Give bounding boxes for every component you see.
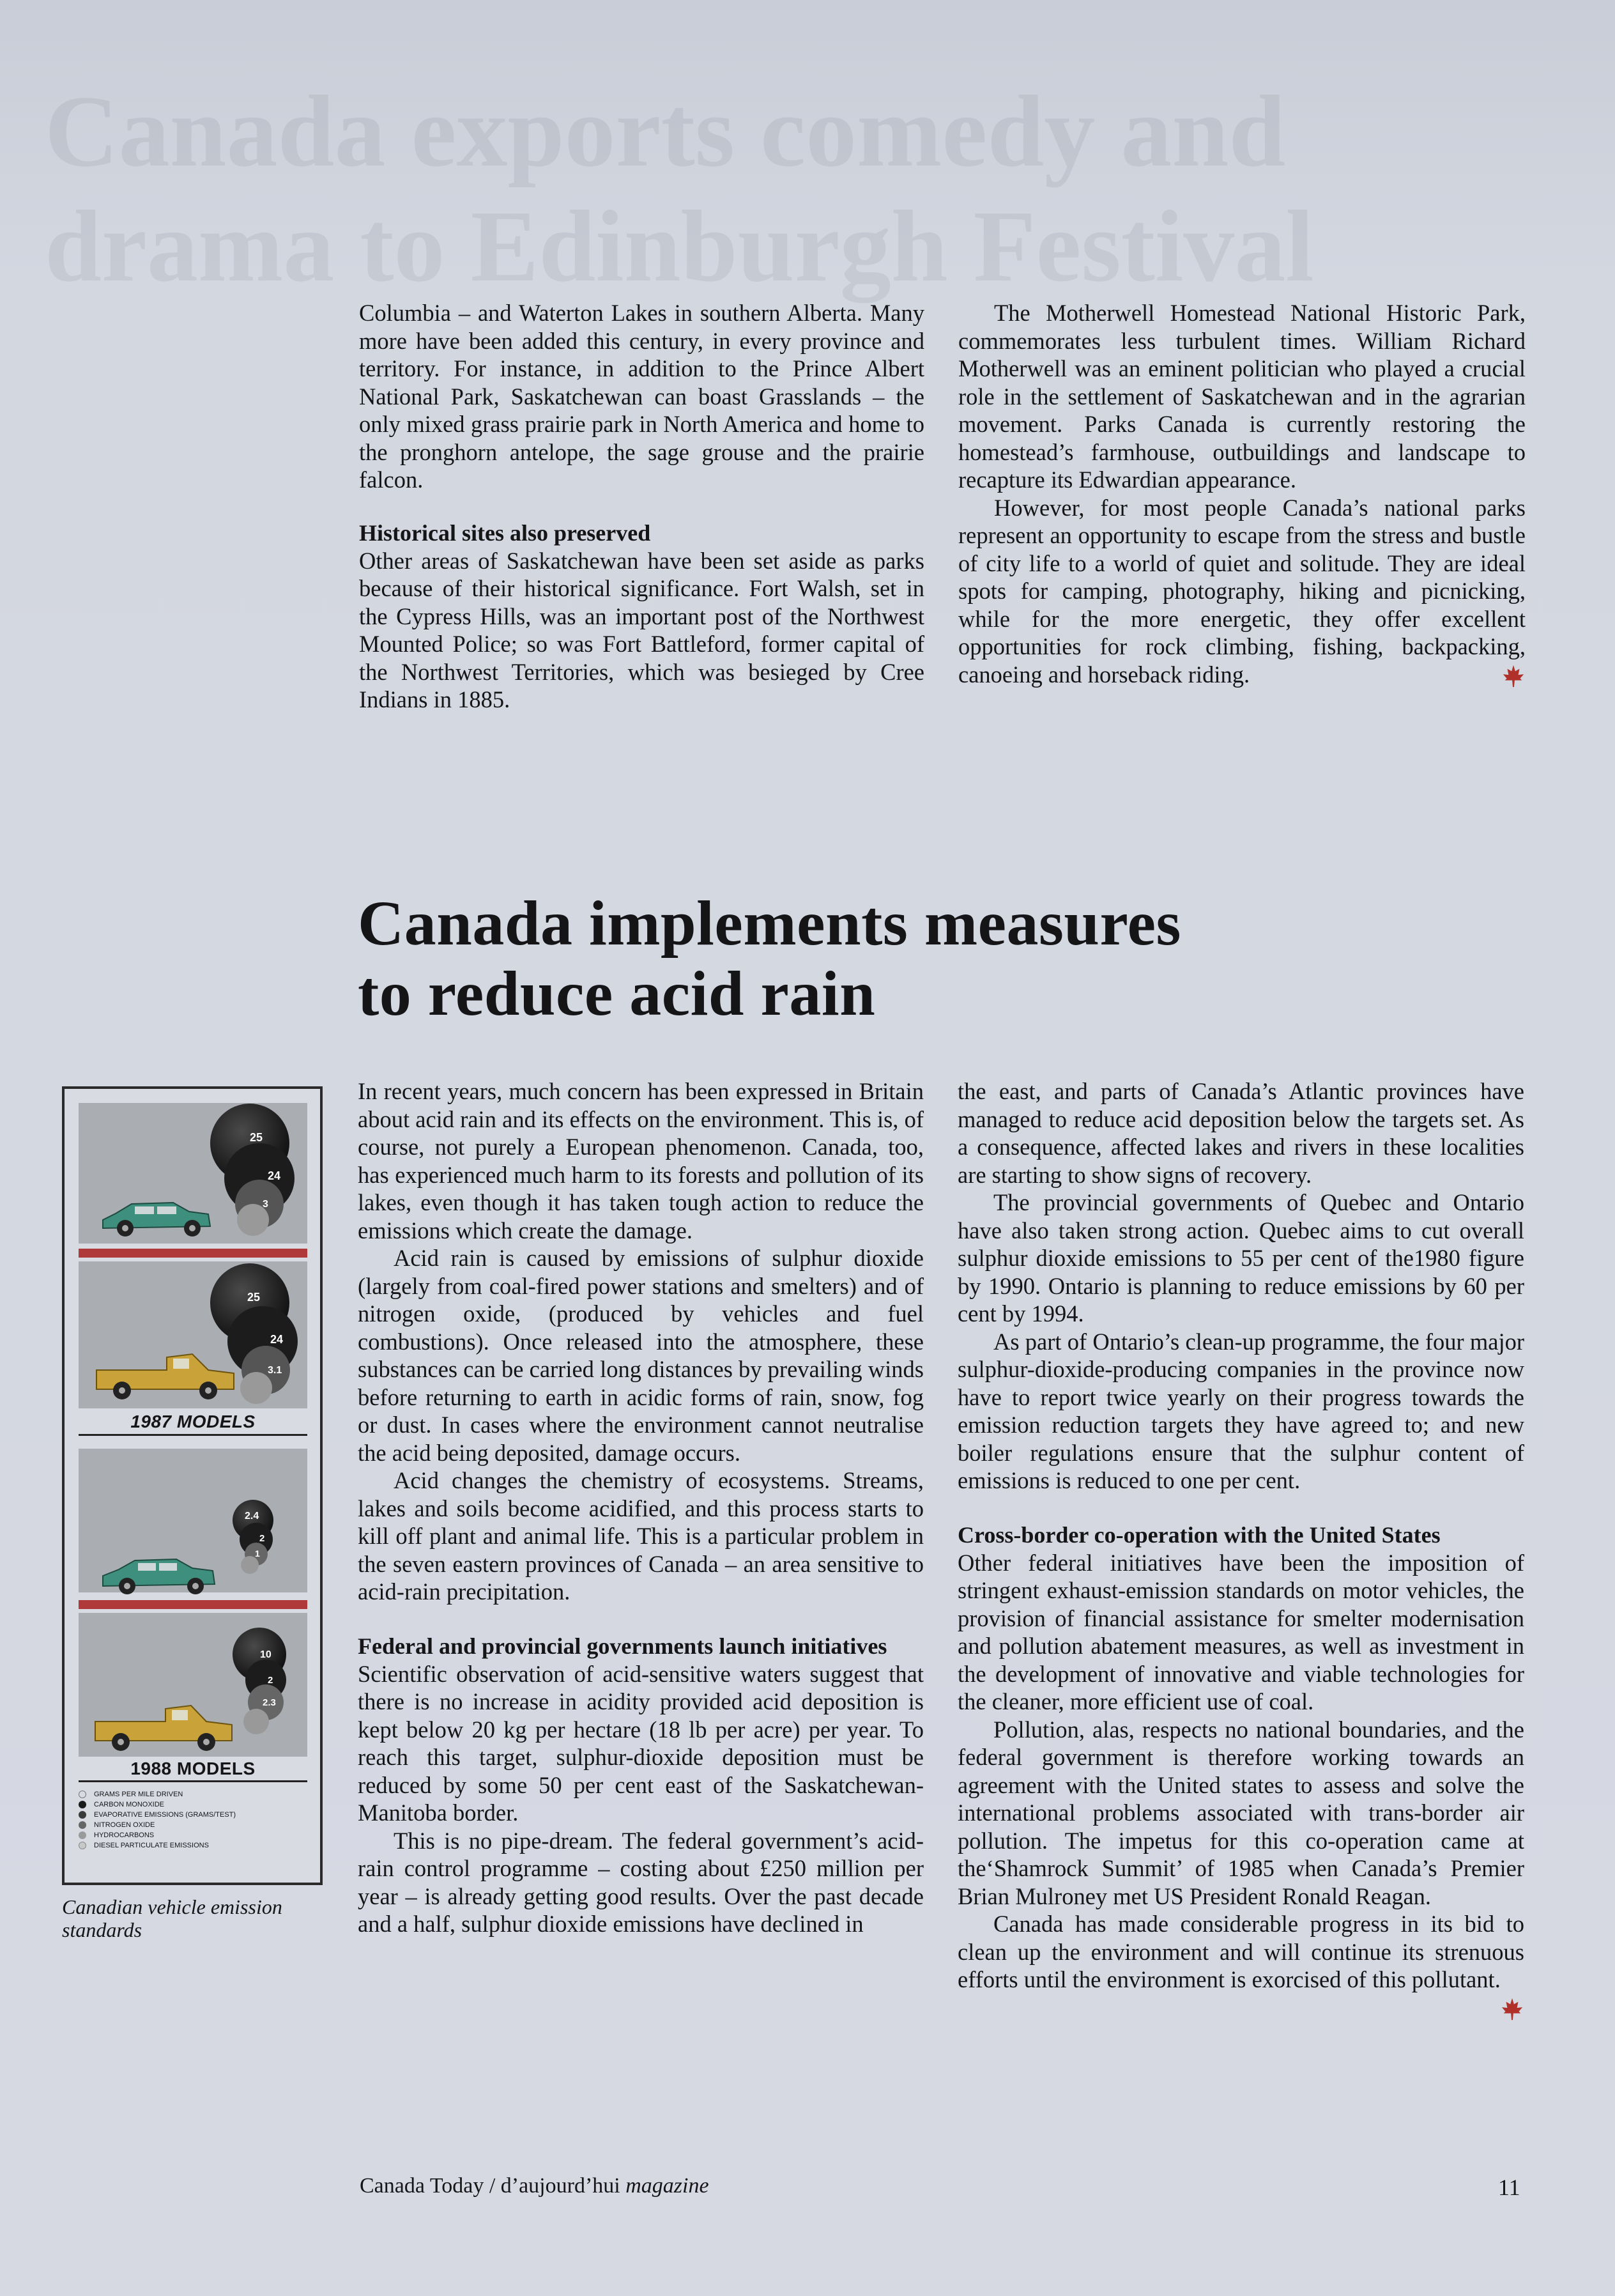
faded-heading-line-1: Canada exports comedy and (45, 74, 1286, 188)
legend-label: GRAMS PER MILE DRIVEN (94, 1791, 183, 1798)
red-divider (79, 1600, 307, 1609)
section-heading: Cross-border co-operation with the United States (958, 1522, 1441, 1548)
panel-1-value-2: 24 (268, 1169, 281, 1182)
footer-title-italic: magazine (625, 2174, 709, 2198)
top-column-left (359, 299, 924, 714)
paragraph: As part of Ontario’s clean-up programme, the four major sulphur-dioxide-producing companies in the province now have to report twice yearly on their progress towards the emission reduction targets they have agreed to; and new boiler regulations ensure that the sulphur content of emissions is reduced to one per cent. (958, 1328, 1524, 1493)
section-heading: Federal and provincial governments launch initiatives (358, 1633, 887, 1659)
figure-legend (79, 1789, 309, 1851)
legend-swatch (79, 1801, 86, 1808)
panel-2-value-1: 25 (247, 1291, 261, 1304)
legend-item (79, 1820, 309, 1830)
paragraph-text: However, for most people Canada’s national parks represent an opportunity to escape from the stress and bustle of city life to a world of quiet and solitude. They are ideal spots for camping, photography, hiking and picnicking, while for the more energetic, they offer excellent opportunities for rock climbing, fishing, backpacking, canoeing and horseback riding. (958, 494, 1526, 688)
magazine-footer (360, 2174, 709, 2198)
legend-item (79, 1830, 309, 1840)
panel-3-value-2: 2 (259, 1533, 265, 1544)
paragraph: In recent years, much concern has been expressed in Britain about acid rain and its effects on the environment. This is, of course, not purely a European phenomenon. Canada, too, has experienced much harm to its forests and pollution of its lakes, even though it has taken tough action to reduce the emissions which create the damage. (358, 1078, 924, 1244)
top-column-right (958, 299, 1526, 689)
legend-swatch (79, 1821, 86, 1829)
red-divider (79, 1249, 307, 1258)
divider-rule (79, 1780, 307, 1782)
emission-illustration (65, 1089, 320, 1785)
headline-line-2: to reduce acid rain (358, 958, 876, 1029)
figure-caption: Canadian vehicle emission standards (62, 1895, 282, 1941)
article-headline (358, 888, 1181, 1029)
panel-4-value-3: 2.3 (263, 1697, 276, 1708)
paragraph-text: Canada has made considerable progress in its bid to clean up the environment and will continue its strenuous efforts until the environment is exorcised of this pollutant. (958, 1911, 1524, 1992)
panel-2-value-2: 24 (270, 1333, 284, 1346)
legend-swatch (79, 1811, 86, 1819)
headline-line-1: Canada implements measures (358, 888, 1181, 959)
legend-label: DIESEL PARTICULATE EMISSIONS (94, 1842, 209, 1849)
paragraph: Acid rain is caused by emissions of sulphur dioxide (largely from coal-fired power stations and smelters) and of nitrogen oxide, (produced by vehicles and fuel combustions). Once released into the atmosphere, these substances can be carried long distances by prevailing winds before returning to earth in acidic forms of rain, snow, fog or dust. In cases where the environment cannot neutralise the acid being deposited, damage occurs. (358, 1245, 924, 1466)
legend-swatch (79, 1842, 86, 1849)
paragraph: Scientific observation of acid-sensitive waters suggest that there is no increase in acidity provided acid deposition is kept below 20 kg per hectare (18 lb per acre) per year. To reach this target, sulphur-dioxide deposition must be reduced by some 50 per cent east of the Saskatchewan-Manitoba border. (358, 1660, 924, 1826)
paragraph: the east, and parts of Canada’s Atlantic provinces have managed to reduce acid deposition below the targets set. As a consequence, affected lakes and rivers in these localities are starting to show signs of recovery. (958, 1078, 1524, 1188)
paragraph: This is no pipe-dream. The federal government’s acid-rain control programme – costing about £250 million per year – is already getting good results. Over the past decade and a half, sulphur dioxide emissions have declined in (358, 1827, 924, 1937)
panel-1-value-1: 25 (250, 1131, 263, 1144)
divider-rule (79, 1434, 307, 1436)
emission-standards-figure (62, 1086, 323, 1885)
panel-3-value-3: 1 (255, 1548, 260, 1559)
legend-item (79, 1789, 309, 1799)
legend-swatch (79, 1831, 86, 1839)
paragraph (958, 1910, 1524, 1994)
faded-previous-heading (45, 73, 1314, 304)
legend-item (79, 1799, 309, 1810)
panel-3-value-1: 2.4 (245, 1511, 259, 1522)
maple-leaf-icon (1500, 1996, 1524, 2022)
paragraph: Pollution, alas, respects no national boundaries, and the federal government is therefore working towards an agreement with the United states to assess and solve the international problems associated with trans-border air pollution. The impetus for this co-operation came at the‘Shamrock Summit’ of 1985 when Canada’s Premier Brian Mulroney met US President Ronald Reagan. (958, 1716, 1524, 1909)
panel-4-value-1: 10 (260, 1649, 272, 1660)
paragraph: Other federal initiatives have been the imposition of stringent exhaust-emission standards on motor vehicles, the provision of financial assistance for smelter modernisation and pollution abatement measures, as well as investment in the development of innovative and viable technologies for the cleaner, more efficient use of coal. (958, 1549, 1524, 1714)
paragraph: The Motherwell Homestead National Historic Park, commemorates less turbulent times. William Richard Motherwell was an eminent politician who played a crucial role in the settlement of Saskatchewan and in the agrarian movement. Parks Canada is currently restoring the homestead’s farmhouse, outbuildings and landscape to recapture its Edwardian appearance. (958, 300, 1526, 493)
legend-item (79, 1840, 309, 1851)
label-1988-models: 1988 MODELS (130, 1759, 256, 1778)
panel-2-value-3: 3.1 (268, 1365, 282, 1376)
page-number: 11 (1498, 2175, 1520, 2200)
paragraph (958, 494, 1526, 689)
maple-leaf-icon (1501, 663, 1526, 689)
legend-label: HYDROCARBONS (94, 1831, 155, 1839)
legend-label: CARBON MONOXIDE (94, 1801, 165, 1808)
article-column-left (358, 1077, 924, 1938)
paragraph: Other areas of Saskatchewan have been set aside as parks because of their historical significance. Fort Walsh, set in the Cypress Hills, was an important post of the Northwest Mounted Police; so was Fort Battleford, former capital of the Northwest Territories, which was besieged by Cree Indians in 1885. (359, 547, 924, 713)
legend-label: NITROGEN OXIDE (94, 1821, 155, 1829)
article-column-right (958, 1077, 1524, 2022)
paragraph: Columbia – and Waterton Lakes in southern Alberta. Many more have been added this century, in every province and territory. For instance, in addition to the Prince Albert National Park, Saskatchewan can boast Grasslands – the only mixed grass prairie park in North America and home to the pronghorn antelope, the sage grouse and the prairie falcon. (359, 300, 924, 493)
paragraph: Acid changes the chemistry of ecosystems. Streams, lakes and soils become acidified, and this process starts to kill off plant and animal life. This is a particular problem in the seven eastern provinces of Canada – an area sensitive to acid-rain precipitation. (358, 1467, 924, 1605)
section-heading: Historical sites also preserved (359, 520, 651, 546)
legend-label: EVAPORATIVE EMISSIONS (GRAMS/TEST) (94, 1811, 236, 1819)
legend-item (79, 1810, 309, 1820)
label-1987-models: 1987 MODELS (130, 1412, 256, 1431)
panel-1-value-3: 3 (263, 1199, 268, 1210)
paragraph: The provincial governments of Quebec and Ontario have also taken strong action. Quebec aims to cut overall sulphur dioxide emissions to 55 per cent of the1980 figure by 1990. Ontario is planning to reduce emissions by 60 per cent by 1994. (958, 1189, 1524, 1327)
faded-heading-line-2: drama to Edinburgh Festival (45, 189, 1314, 303)
footer-title: Canada Today / d’aujourd’hui (360, 2174, 626, 2198)
panel-4-value-2: 2 (268, 1675, 273, 1686)
legend-swatch (79, 1791, 86, 1798)
